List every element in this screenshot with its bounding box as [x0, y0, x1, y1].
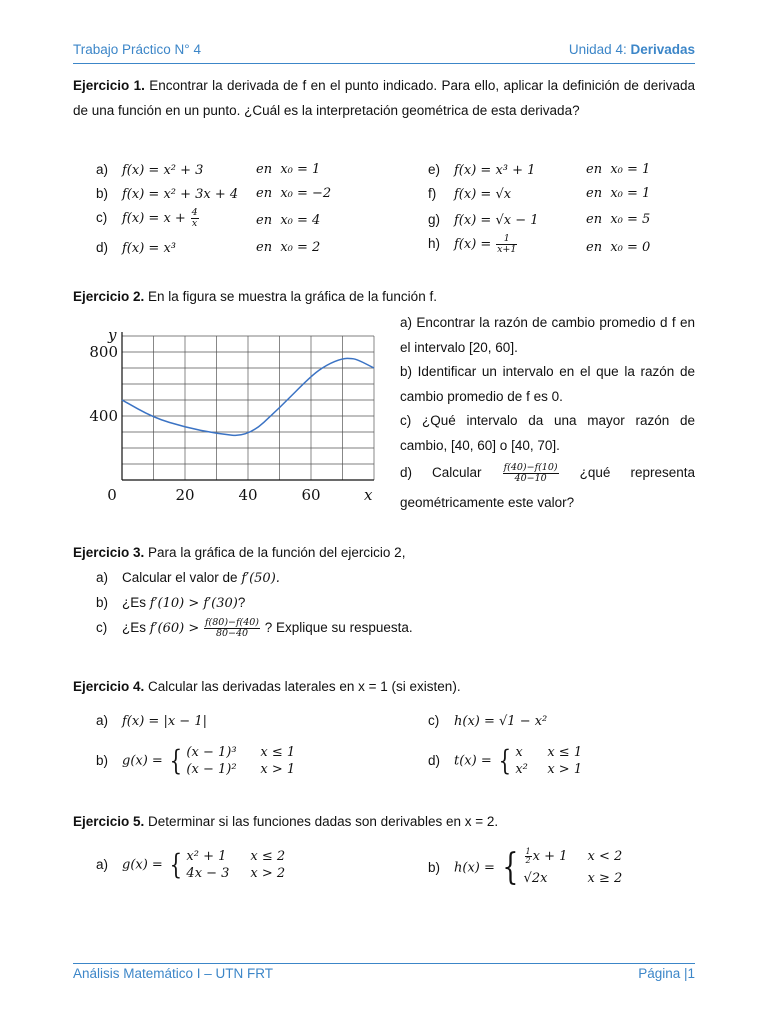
- ej1-item-c: [96, 208, 200, 229]
- point-value: x₀ = 1: [610, 162, 651, 177]
- fraction: [191, 208, 199, 229]
- en-word: en: [256, 213, 273, 228]
- ej4-item-b: [96, 744, 295, 778]
- fraction-denominator: 2: [525, 856, 531, 865]
- item-end: ?: [237, 595, 246, 610]
- ej5-item-b: [428, 846, 622, 890]
- item-label: c): [428, 713, 440, 728]
- piece-condition: x ≤ 1: [547, 745, 583, 760]
- point-value: x₀ = 2: [280, 240, 321, 255]
- point-value: x₀ = −2: [280, 186, 332, 201]
- fraction-numerator: 4: [191, 207, 198, 218]
- piece-expression: (x − 1)²: [186, 762, 237, 777]
- ej1-item-g-point: [586, 212, 650, 227]
- item-function: f(x) = x² + 3: [122, 163, 204, 178]
- item-end: ? Explique su respuesta.: [261, 620, 413, 636]
- header-right-title: [569, 42, 695, 57]
- item-label: a): [96, 713, 109, 728]
- piece-expression: x² + 1: [186, 849, 227, 864]
- item-label: d): [96, 240, 109, 255]
- ej1-item-a-point: [256, 162, 320, 177]
- ej4-statement: [73, 679, 461, 694]
- ej3-text: Para la gráfica de la función del ejercicio 2,: [144, 545, 406, 560]
- en-word: en: [256, 240, 273, 255]
- ej2-question-b: b) Identificar un intervalo en el que la razón de cambio promedio de f es 0.: [400, 364, 695, 404]
- fraction: [496, 234, 517, 255]
- brace-icon: {: [502, 847, 519, 888]
- item-label: c): [96, 210, 108, 226]
- footer-course: Análisis Matemático I – UTN FRT: [73, 966, 274, 981]
- page-footer: [73, 966, 695, 986]
- brace-icon: {: [498, 744, 511, 777]
- fraction-numerator: 1: [525, 847, 531, 856]
- ej5-item-a: [96, 848, 285, 882]
- item-label: a): [96, 162, 109, 177]
- item-function: f(x) = x² + 3x + 4: [122, 187, 239, 202]
- ej2-d-suffix: ¿qué representa geométricamente este valor?: [400, 465, 695, 510]
- ej2-statement: [73, 289, 437, 304]
- item-math: h(x) = √1 − x²: [454, 714, 548, 729]
- piece-condition: x ≤ 1: [260, 745, 296, 760]
- ej1-statement: [73, 74, 695, 123]
- ej5-title: Ejercicio 5.: [73, 814, 145, 829]
- x-tick-label: 60: [301, 486, 321, 504]
- x-axis-label: x: [364, 486, 373, 504]
- item-lhs: h(x) =: [454, 860, 495, 876]
- piece-expression: x: [515, 745, 523, 760]
- header-divider: [73, 63, 695, 64]
- item-label: g): [428, 212, 441, 227]
- ej1-item-h: [428, 234, 518, 255]
- ej2-question-c: c) ¿Qué intervalo da una mayor razón de cambio, [40, 60] o [40, 70].: [400, 413, 695, 453]
- ej1-item-f-point: [586, 186, 650, 201]
- piecewise: [496, 744, 583, 778]
- item-label: d): [428, 752, 441, 768]
- item-function: f(x) = x³ + 1: [454, 163, 536, 178]
- piece-condition: x > 1: [547, 762, 583, 777]
- item-math: f′(50).: [241, 571, 280, 586]
- fraction: [503, 463, 559, 484]
- item-label: a): [96, 856, 109, 872]
- en-word: en: [256, 186, 273, 201]
- y-axis-label: y: [108, 326, 117, 344]
- piece-expression: 4x − 3: [186, 866, 230, 881]
- piece-expression: x + 1: [532, 849, 568, 864]
- y-tick-label: 800: [89, 343, 118, 361]
- fraction-denominator: 80−40: [215, 628, 249, 639]
- ej2-text: En la figura se muestra la gráfica de la función f.: [144, 289, 437, 304]
- ej5-statement: [73, 814, 498, 829]
- piece-condition: x < 2: [587, 849, 623, 864]
- ej4-item-a: [96, 713, 207, 729]
- item-label: f): [428, 186, 437, 201]
- ej1-item-h-point: [586, 240, 650, 255]
- piece-condition: x > 2: [250, 866, 286, 881]
- item-function: f(x) =: [454, 237, 492, 253]
- item-lhs: g(x) =: [122, 753, 163, 769]
- ej4-item-c: [428, 713, 547, 729]
- ej1-item-e-point: [586, 162, 650, 177]
- ej1-item-b-point: [256, 186, 331, 201]
- item-function: f(x) = x³: [122, 241, 176, 256]
- item-label: a): [96, 570, 109, 585]
- ej2-d-prefix: d) Calcular: [400, 465, 482, 480]
- item-label: b): [96, 595, 109, 610]
- function-graph: [78, 322, 382, 522]
- header-unit-name: Derivadas: [630, 42, 695, 57]
- ej1-text: Encontrar la derivada de f en el punto indicado. Para ello, aplicar la definición de derivada de una función en un punto. ¿Cuál es la interpretación geométrica de esta derivada?: [73, 78, 695, 118]
- fraction-numerator: f(80)−f(40): [205, 617, 260, 628]
- item-math: f(x) = |x − 1|: [122, 714, 207, 729]
- piece-expression: x²: [515, 762, 528, 777]
- item-label: h): [428, 236, 441, 252]
- brace-icon: {: [169, 848, 182, 881]
- item-function: f(x) = √x: [454, 187, 512, 202]
- piece-condition: x ≥ 2: [587, 871, 623, 886]
- point-value: x₀ = 5: [610, 212, 651, 227]
- item-function: f(x) = √x − 1: [454, 213, 539, 228]
- ej3-item-c: [96, 618, 413, 639]
- header-unit-label: Unidad 4:: [568, 42, 631, 57]
- item-label: b): [96, 186, 109, 201]
- item-function: f(x) = x +: [122, 211, 186, 227]
- ej1-item-c-point: [256, 213, 320, 228]
- ej1-item-g: [428, 212, 539, 228]
- x-tick-label: 40: [238, 486, 258, 504]
- ej1-title: Ejercicio 1.: [73, 78, 145, 93]
- x-tick-label: 20: [175, 486, 195, 504]
- item-label: b): [428, 859, 441, 875]
- ej1-item-d: [96, 240, 176, 256]
- piecewise: [167, 848, 286, 882]
- ej3-item-a: [96, 570, 280, 586]
- fraction-denominator: 40−10: [514, 472, 547, 484]
- en-word: en: [586, 186, 603, 201]
- piecewise: [499, 846, 623, 890]
- en-word: en: [586, 162, 603, 177]
- item-math: f′(10) > f′(30): [149, 596, 238, 611]
- ej4-title: Ejercicio 4.: [73, 679, 145, 694]
- fraction-numerator: f(40)−f(10): [503, 461, 558, 473]
- ej2-title: Ejercicio 2.: [73, 289, 145, 304]
- ej1-item-d-point: [256, 240, 320, 255]
- ej4-item-d: [428, 744, 582, 778]
- footer-page-number: Página |1: [638, 966, 695, 981]
- fraction: [204, 618, 260, 639]
- item-text: Calcular el valor de: [122, 570, 242, 585]
- brace-icon: {: [169, 744, 182, 777]
- point-value: x₀ = 4: [280, 213, 321, 228]
- item-math: f′(60) >: [149, 621, 200, 637]
- y-tick-label: 400: [89, 407, 118, 425]
- en-word: en: [586, 240, 603, 255]
- ej5-text: Determinar si las funciones dadas son derivables en x = 2.: [144, 814, 499, 829]
- page-header: [73, 42, 695, 62]
- fraction-numerator: 1: [496, 234, 517, 245]
- header-left-title: Trabajo Práctico N° 4: [73, 42, 201, 57]
- ej1-item-f: [428, 186, 511, 202]
- ej4-text: Calcular las derivadas laterales en x = 1 (si existen).: [144, 679, 461, 694]
- piece-expression: (x − 1)³: [186, 745, 237, 760]
- fraction: [525, 848, 532, 865]
- ej3-title: Ejercicio 3.: [73, 545, 145, 560]
- piece-condition: x > 1: [260, 762, 296, 777]
- ej2-question-a: a) Encontrar la razón de cambio promedio d f en el intervalo [20, 60].: [400, 315, 695, 355]
- fraction-denominator: x+1: [497, 244, 517, 255]
- ej1-item-e: [428, 162, 535, 178]
- item-label: c): [96, 620, 108, 636]
- item-label: e): [428, 162, 441, 177]
- ej3-statement: [73, 545, 405, 560]
- ej2-question-d: [400, 458, 695, 518]
- item-text: ¿Es: [122, 595, 150, 610]
- ej2-questions: [400, 311, 695, 518]
- item-lhs: g(x) =: [122, 857, 163, 873]
- en-word: en: [586, 212, 603, 227]
- en-word: en: [256, 162, 273, 177]
- piece-expression: √2x: [523, 871, 548, 886]
- point-value: x₀ = 0: [610, 240, 651, 255]
- piece-condition: x ≤ 2: [250, 849, 286, 864]
- point-value: x₀ = 1: [280, 162, 321, 177]
- item-lhs: t(x) =: [454, 753, 492, 769]
- footer-divider: [73, 963, 695, 964]
- x-tick-label: 0: [107, 486, 117, 504]
- ej3-item-b: [96, 595, 245, 611]
- item-label: b): [96, 752, 109, 768]
- point-value: x₀ = 1: [610, 186, 651, 201]
- ej1-item-b: [96, 186, 238, 202]
- piecewise: [167, 744, 296, 778]
- ej1-item-a: [96, 162, 203, 178]
- fraction-denominator: x: [191, 218, 198, 229]
- item-text: ¿Es: [122, 620, 150, 636]
